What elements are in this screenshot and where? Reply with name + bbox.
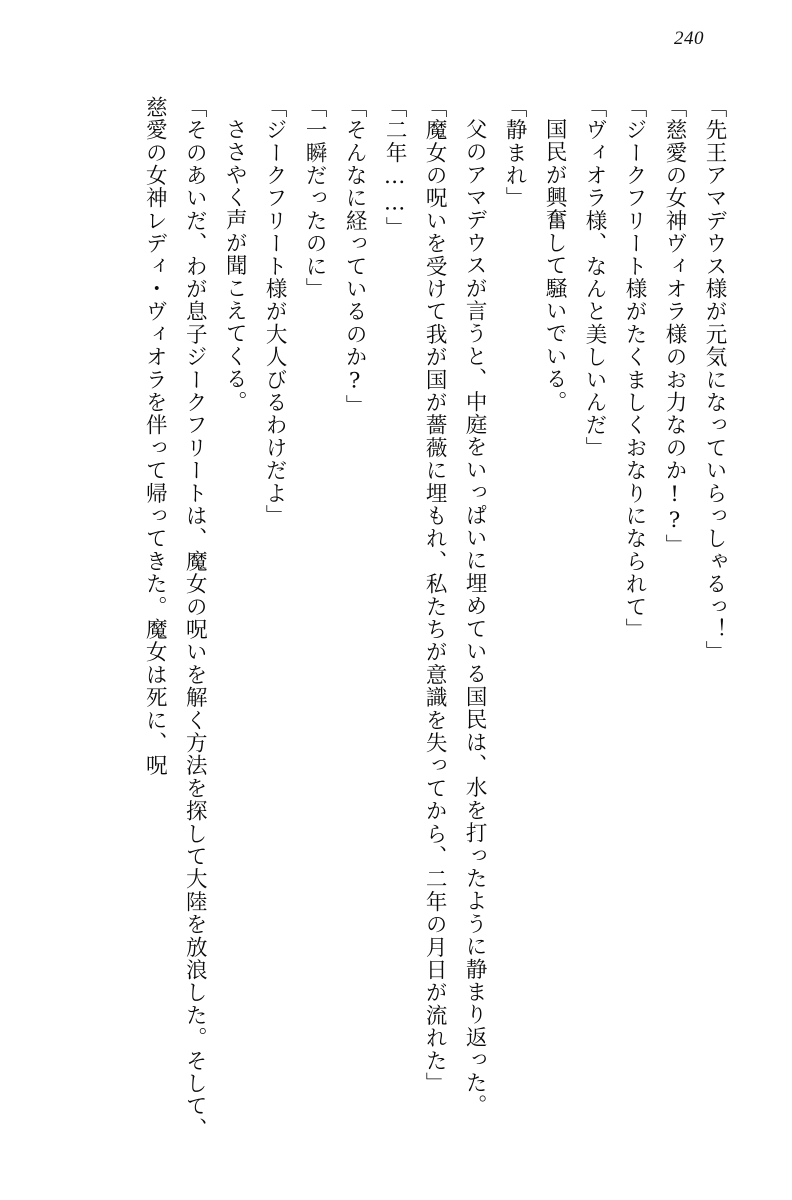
vertical-text-body — [48, 96, 734, 1160]
paragraph: 国民が興奮して騒いでいる。 — [542, 117, 568, 413]
paragraph: 「先王アマデウス様が元気になっていらっしゃるっ！」 — [702, 96, 727, 664]
paragraph: 「慈愛の女神ヴィオラ様のお力なのか!?」 — [662, 96, 688, 557]
paragraph: 「そのあいだ、わが息子ジークフリートは、魔女の呪いを解く方法を探して大陸を放浪した。そして、慈愛の女神レディ・ヴィオラを伴って帰ってきた。魔女は死に、呪 — [142, 96, 208, 1141]
paragraph: 「一瞬だったのに」 — [302, 96, 328, 301]
page-number: 240 — [674, 28, 704, 49]
paragraph: 「ジークフリート様がたくましくおなりになられて」 — [622, 96, 648, 641]
paragraph: 「静まれ」 — [502, 96, 528, 210]
paragraph: 「そんなに経っているのか?」 — [342, 96, 368, 418]
paragraph: 「魔女の呪いを受けて我が国が薔薇に埋もれ、私たちが意識を失ってから、二年の月日が流れた」 — [422, 96, 448, 1095]
paragraph: 「ヴィオラ様、なんと美しいんだ」 — [582, 96, 608, 460]
paragraph: 「二年……」 — [382, 96, 408, 240]
paragraph: 父のアマデウスが言うと、中庭をいっぱいに埋めている国民は、水を打ったように静まり返った。 — [462, 117, 488, 1117]
paragraph: 「ジークフリート様が大人びるわけだよ」 — [262, 96, 288, 528]
paragraph: ささやく声が聞こえてくる。 — [222, 117, 248, 413]
